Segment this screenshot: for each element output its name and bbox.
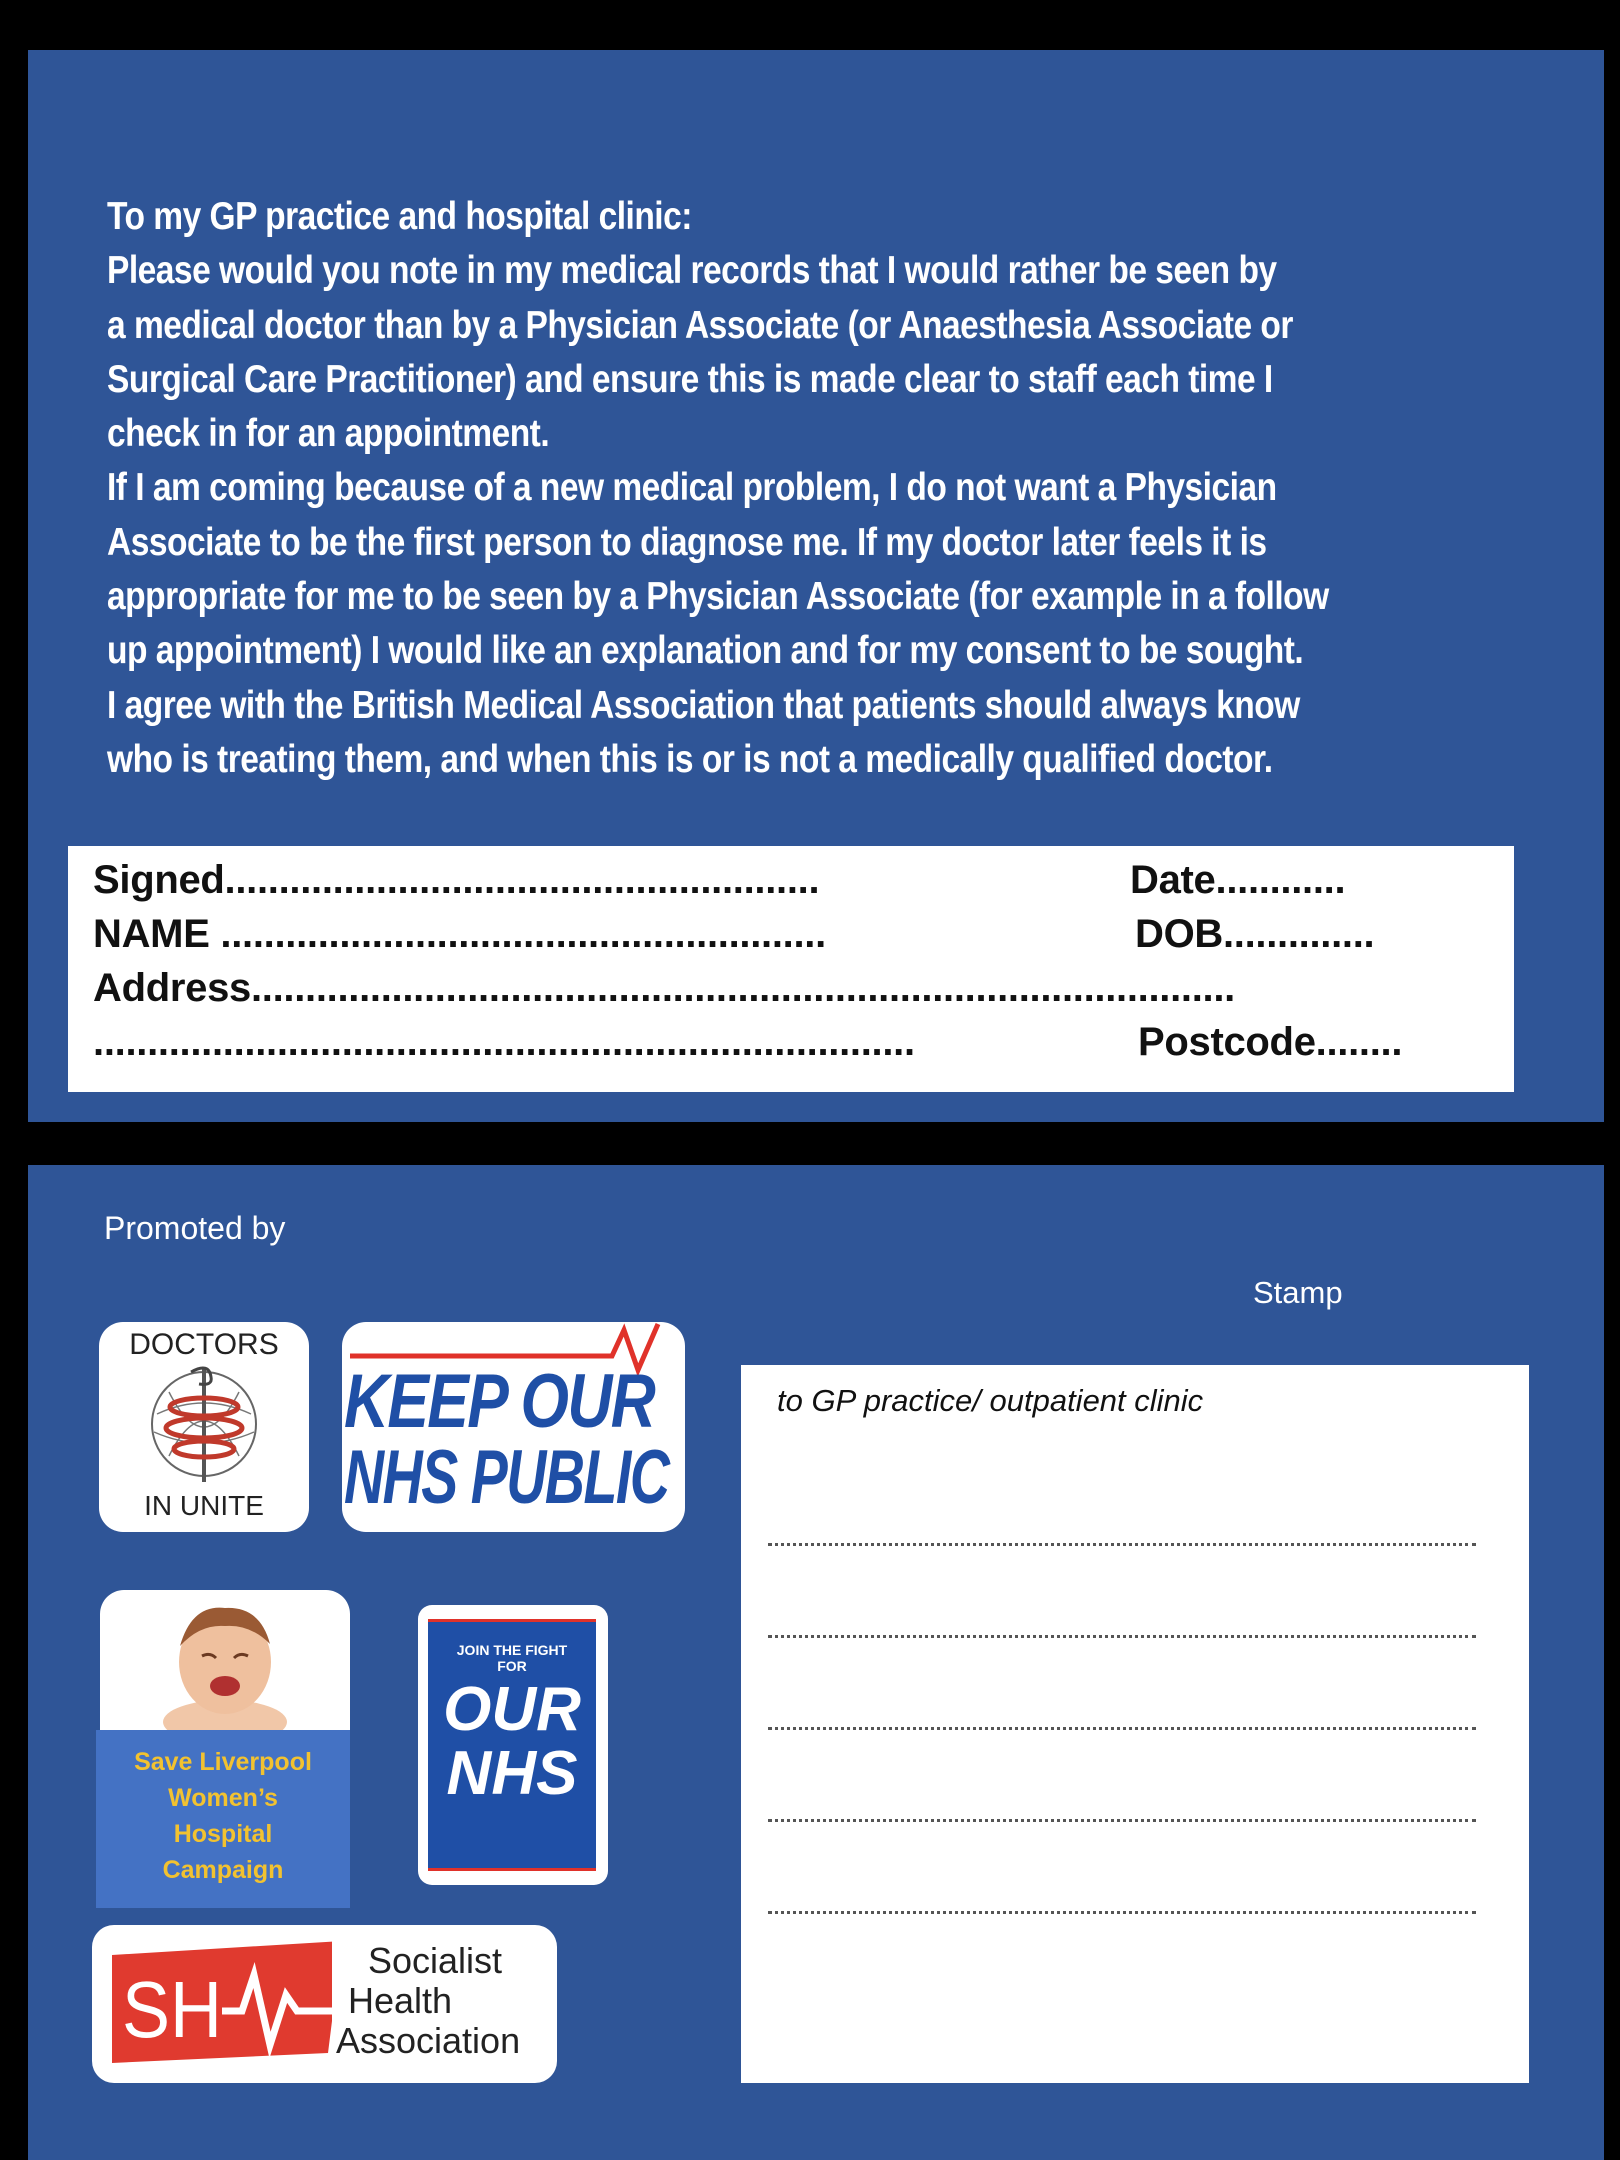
campaign-line: Hospital xyxy=(173,1820,273,1848)
date-field[interactable]: Date............ xyxy=(1130,858,1346,902)
back-card xyxy=(28,1165,1604,2160)
sha-heartbeat-icon xyxy=(92,1925,332,2083)
poster-our-text: OUR xyxy=(443,1675,581,1744)
svg-text:SH: SH xyxy=(122,1965,222,2054)
signed-row xyxy=(93,858,1346,912)
address-field[interactable]: Address........................................................................................... xyxy=(93,966,1235,1010)
message-line: I agree with the British Medical Association that patients should always know xyxy=(107,683,1300,727)
join-the-fight-our-nhs-logo xyxy=(418,1605,608,1885)
name-row xyxy=(93,912,1375,966)
doctors-in-unite-logo xyxy=(99,1322,309,1532)
logo-text-top: DOCTORS xyxy=(129,1328,279,1361)
message-line: If I am coming because of a new medical problem, I do not want a Physician xyxy=(107,466,1277,510)
poster-top-text: JOIN THE FIGHT xyxy=(456,1642,568,1658)
postcode-row xyxy=(93,1020,1403,1074)
message-line: a medical doctor than by a Physician Associate (or Anaesthesia Associate or xyxy=(107,303,1293,347)
campaign-line: Campaign xyxy=(162,1856,284,1884)
sha-line-2: Health xyxy=(348,1980,453,2021)
signed-field[interactable]: Signed....................................................... xyxy=(93,858,820,902)
message-line: up appointment) I would like an explanation and for my consent to be sought. xyxy=(107,629,1304,673)
keep-our-nhs-public-logo xyxy=(342,1322,685,1532)
message-line: Associate to be the first person to diagnose me. If my doctor later feels it is xyxy=(107,520,1267,564)
address-line[interactable] xyxy=(768,1911,1476,1914)
campaign-text xyxy=(96,1730,350,1888)
address-line-2-field[interactable]: ............................................................................ xyxy=(93,1020,915,1064)
front-card xyxy=(28,50,1604,1122)
signature-form xyxy=(68,846,1514,1092)
sha-line-1: Socialist xyxy=(368,1940,503,1981)
message-line: appropriate for me to be seen by a Physician Associate (for example in a follow xyxy=(107,575,1329,619)
address-line[interactable] xyxy=(768,1819,1476,1822)
address-heading: to GP practice/ outpatient clinic xyxy=(777,1383,1204,1418)
konp-line-1: KEEP OUR xyxy=(344,1359,655,1444)
sha-line-3: Association xyxy=(336,2020,521,2061)
campaign-text-panel xyxy=(96,1730,350,1908)
crying-baby-icon xyxy=(100,1590,350,1730)
save-liverpool-womens-hospital-logo xyxy=(96,1590,350,1908)
dob-field[interactable]: DOB.............. xyxy=(1135,912,1375,956)
poster-for-text: FOR xyxy=(497,1658,527,1674)
konp-line-2: NHS PUBLIC xyxy=(344,1435,669,1520)
baby-photo-panel xyxy=(100,1590,350,1730)
campaign-line: Save Liverpool xyxy=(134,1748,312,1776)
our-nhs-poster xyxy=(428,1619,596,1871)
message-line: check in for an appointment. xyxy=(107,412,550,456)
stamp-label: Stamp xyxy=(1253,1275,1343,1310)
address-line[interactable] xyxy=(768,1635,1476,1638)
message-line: Surgical Care Practitioner) and ensure this is made clear to staff each time I xyxy=(107,357,1273,401)
request-message xyxy=(107,190,1535,787)
promoted-by-label: Promoted by xyxy=(104,1210,286,1246)
postcode-field[interactable]: Postcode........ xyxy=(1138,1020,1403,1064)
message-line: who is treating them, and when this is or is not a medically qualified doctor. xyxy=(107,737,1273,781)
name-field[interactable]: NAME ........................................................ xyxy=(93,912,826,956)
message-line: To my GP practice and hospital clinic: xyxy=(107,195,692,238)
socialist-health-association-logo xyxy=(92,1925,557,2083)
address-line[interactable] xyxy=(768,1727,1476,1730)
sha-text xyxy=(336,1940,521,2061)
address-box xyxy=(741,1365,1529,2083)
address-row xyxy=(93,966,1235,1020)
poster-nhs-text: NHS xyxy=(446,1739,578,1808)
message-line: Please would you note in my medical records that I would rather be seen by xyxy=(107,249,1277,293)
logo-text-bottom: IN UNITE xyxy=(144,1490,264,1521)
address-line[interactable] xyxy=(768,1543,1476,1546)
campaign-line: Women’s xyxy=(168,1784,278,1812)
